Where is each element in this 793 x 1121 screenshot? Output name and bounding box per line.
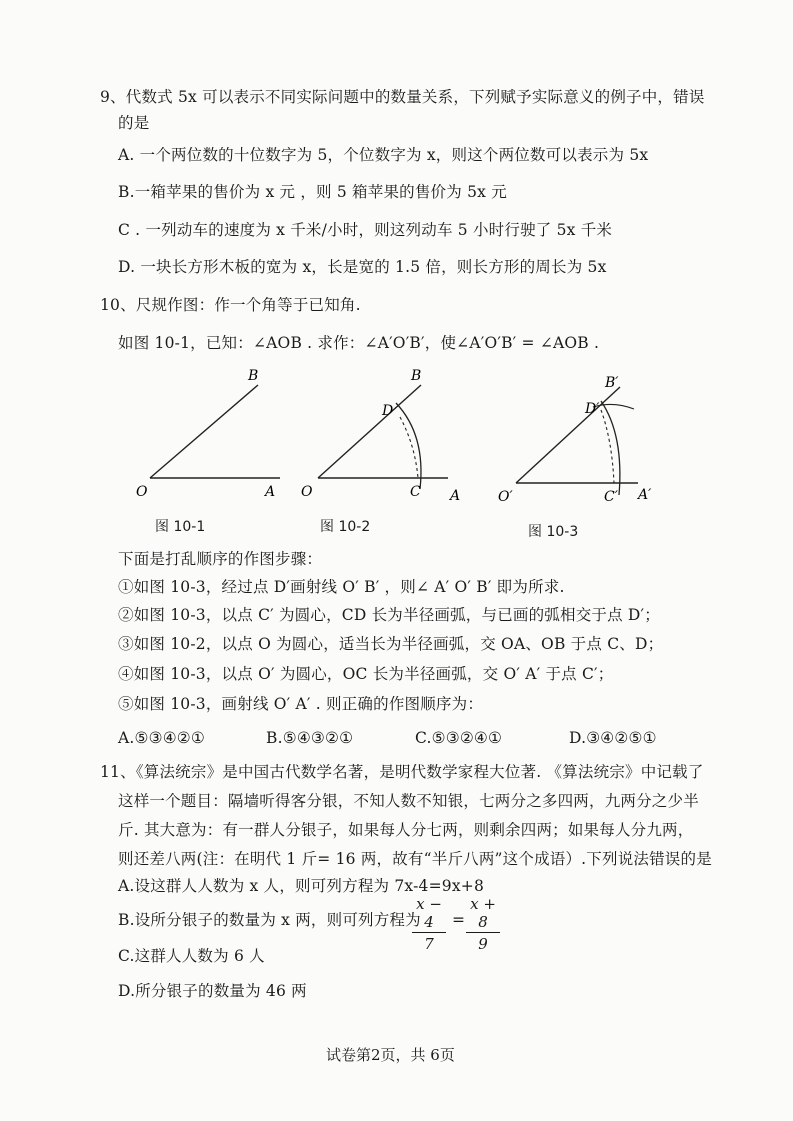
- q10-step-3: ③如图 10-2，以点 O 为圆心，适当长为半径画弧，交 OA、OB 于点 C、D；: [118, 635, 664, 653]
- q10-step-2: ②如图 10-3，以点 C′ 为圆心，CD 长为半径画弧，与已画的弧相交于点 D′；: [118, 606, 660, 624]
- fig1-label-o: O: [136, 484, 148, 500]
- figure-10-1-caption: 图 10-1: [155, 519, 206, 535]
- q10-step-1: ①如图 10-3，经过点 D′画射线 O′ B′ ，则∠ A′ O′ B′ 即为所求.: [118, 578, 565, 596]
- q11-stem-line3: 斤. 其大意为：有一群人分银子，如果每人分七两，则剩余四两；如果每人分九两，: [118, 821, 694, 839]
- fig3-label-o: O′: [498, 489, 513, 505]
- figure-10-3: [488, 365, 668, 505]
- fig2-arc: [396, 403, 421, 489]
- figure-10-1: [130, 365, 290, 505]
- q10-steps-intro: 下面是打乱顺序的作图步骤：: [118, 550, 323, 568]
- fig3-label-a: A′: [638, 487, 652, 503]
- fig2-dashed-arc: [400, 417, 418, 478]
- fraction-2-denominator: 9: [478, 935, 488, 953]
- q10-stem: 10、尺规作图：作一个角等于已知角.: [100, 296, 361, 314]
- figure-10-2: [293, 365, 473, 505]
- fig2-label-d: D: [382, 403, 394, 419]
- q11-stem-line4: 则还差八两(注：在明代 1 斤= 16 两，故有“半斤八两”这个成语）.下列说法错误的是: [118, 850, 712, 868]
- q9-stem-line2: 的是: [118, 114, 150, 132]
- q11-option-b-fraction-1: [412, 895, 446, 953]
- fig3-label-c: C′: [604, 489, 618, 505]
- fraction-2-numerator: x + 8: [466, 895, 500, 933]
- figure-10-2-caption: 图 10-2: [320, 519, 371, 535]
- fig3-arc: [601, 401, 620, 495]
- q11-option-b-equals: =: [452, 911, 466, 929]
- fraction-1-numerator: x − 4: [412, 895, 446, 933]
- q9-stem-line1: 9、代数式 5x 可以表示不同实际问题中的数量关系，下列赋予实际意义的例子中，错误: [100, 88, 705, 106]
- q10-option-c: C.⑤③②④①: [415, 729, 503, 747]
- q10-given: 如图 10-1，已知：∠AOB . 求作：∠A′O′B′，使∠A′O′B′ = ∠AOB .: [118, 334, 600, 352]
- fig1-label-b: B: [248, 368, 259, 384]
- q11-option-a: A.设这群人人数为 x 人，则可列方程为 7x-4=9x+8: [118, 877, 485, 895]
- fig3-label-d: D′: [585, 401, 600, 417]
- q11-stem-line1: 11、《算法统宗》是中国古代数学名著，是明代数学家程大位著. 《算法统宗》中记载了: [100, 763, 704, 781]
- fig3-label-b: B′: [605, 375, 619, 391]
- q10-option-b: B.⑤④③②①: [266, 729, 354, 747]
- fig3-dashed-arc: [601, 410, 614, 483]
- figure-10-3-caption: 图 10-3: [528, 524, 579, 540]
- q10-option-d: D.③④②⑤①: [569, 729, 657, 747]
- q9-option-c: C . 一列动车的速度为 x 千米/小时，则这列动车 5 小时行驶了 5x 千米: [118, 221, 613, 239]
- q10-step-4: ④如图 10-3，以点 O′ 为圆心，OC 长为半径画弧，交 O′ A′ 于点 C′；: [118, 665, 614, 683]
- q11-option-b-fraction-2: [466, 895, 500, 953]
- q10-step-5: ⑤如图 10-3，画射线 O′ A′ . 则正确的作图顺序为：: [118, 695, 484, 713]
- fig2-label-a: A: [450, 488, 461, 504]
- q11-stem-line2: 这样一个题目：隔墙听得客分银，不知人数不知银，七两分之多四两，九两分之少半: [118, 792, 699, 810]
- fig2-label-c: C: [410, 484, 421, 500]
- q9-option-d: D. 一块长方形木板的宽为 x，长是宽的 1.5 倍，则长方形的周长为 5x: [118, 258, 607, 276]
- q11-option-d: D.所分银子的数量为 46 两: [118, 982, 307, 1000]
- page-footer: 试卷第2页，共 6页: [326, 1046, 455, 1064]
- q10-option-a: A.⑤③④②①: [118, 729, 205, 747]
- fig2-label-b: B: [411, 368, 422, 384]
- fig1-label-a: A: [265, 484, 276, 500]
- fraction-1-denominator: 7: [424, 935, 434, 953]
- q9-option-a: A. 一个两位数的十位数字为 5，个位数字为 x，则这个两位数可以表示为 5x: [118, 146, 649, 164]
- fig2-label-o: O: [301, 484, 313, 500]
- q9-option-b: B.一箱苹果的售价为 x 元 ，则 5 箱苹果的售价为 5x 元: [118, 183, 507, 201]
- q11-option-c: C.这群人人数为 6 人: [118, 947, 265, 965]
- q11-option-b: B.设所分银子的数量为 x 两，则可列方程为: [118, 911, 421, 929]
